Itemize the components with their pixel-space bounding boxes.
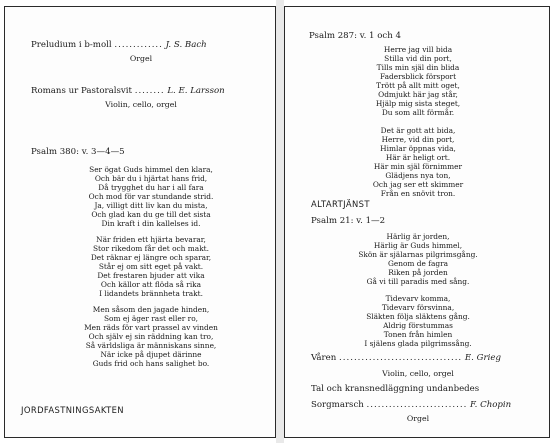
verse-line: Riken på jorden [388,268,448,277]
verse-line: Genom de fagra [387,259,449,268]
verse-line: Och källor att flöda så rika [100,280,202,289]
instruments-label: Violin, cello, orgel [105,100,177,109]
verse-line: Du som allt förmår. [381,108,455,117]
right-program-page [284,6,550,438]
psalm-verse [35,235,267,298]
verse-line: Ser ögat Guds himmel den klara, [89,165,213,174]
verse-line: Tidevarv försvinna, [381,303,455,312]
verse-line: Aldrig förstummas [383,321,453,330]
instruments-label: Violin, cello, orgel [382,369,454,378]
program-entry-preludium [31,40,207,50]
verse-line: Står ej om sitt eget på vakt. [98,262,204,271]
piece-title: Romans ur Pastoralsvit [31,86,132,96]
verse-line: Stor rikedom får det och makt. [92,244,209,253]
verse-line: Och jag ser ett skimmer [372,180,464,189]
verse-line: Tidevarv komma, [385,294,451,303]
composer-name: E. Grieg [464,353,501,363]
verse-line: Det är gott att bida, [380,126,456,135]
verse-line: Guds frid och hans salighet bo. [92,359,210,368]
verse-line: Här är heligt ort. [385,153,451,162]
verse-line: Fadersblick försport [379,72,457,81]
verse-line: När icke på djupet därinne [100,350,202,359]
composer-name: J. S. Bach [165,40,207,50]
verse-line: Och mod för var stundande strid. [88,192,214,201]
verse-line: Och bär du i hjärtat hans frid, [94,174,208,183]
psalm-title: Psalm 287: v. 1 och 4 [309,31,401,41]
verse-line: Glädjens nya ton, [385,171,451,180]
verse-line: Så världsliga är människans sinne, [85,341,217,350]
leader-dots: ........................... [366,400,468,410]
section-heading: ALTARTJÄNST [311,199,370,209]
piece-title: Sorgmarsch [311,400,364,410]
psalm-title: Psalm 380: v. 3—4—5 [31,147,125,157]
verse-line: Och själv ej sin räddning kan tro, [88,332,214,341]
verse-line: Skön är själarnas pilgrimsgång. [358,250,478,259]
verse-line: När friden ett hjärta bevarar, [96,235,206,244]
composer-name: L. E. Larsson [167,86,225,96]
piece-title: Preludium i b-moll [31,40,112,50]
verse-line: Härlig är Guds himmel, [373,241,463,250]
psalm-verse [305,45,531,117]
verse-line: Odmjukt här jag står, [378,90,458,99]
verse-line: Då trygghet du har i all fara [98,183,204,192]
composer-name: F. Chopin [470,400,512,410]
instruments-label: Orgel [129,54,153,63]
verse-line: Men såsom den jagade hinden, [92,305,210,314]
verse-line: Härlig är jorden, [386,232,450,241]
psalm-title: Psalm 21: v. 1—2 [311,216,386,226]
psalm-verse [35,305,267,368]
verse-line: Här min själ förnimmer [373,162,463,171]
verse-line: Trött på allt mitt oget, [376,81,460,90]
program-entry-sorgmarsch [311,400,511,410]
verse-line: Din kraft i din kallelses id. [101,219,201,228]
verse-line: Himlar öppnas vida, [380,144,456,153]
verse-line: Det räknar ej längre och sparar, [90,253,212,262]
verse-line: Det frestaren bjuder att vika [97,271,205,280]
instruments-label: Orgel [406,414,430,423]
verse-line: Gå vi till paradis med sång. [366,277,470,286]
verse-line: Men räds för vart prassel av vinden [84,323,218,332]
leader-dots: ................................. [339,353,463,363]
section-heading: JORDFASTNINGSAKTEN [21,405,124,415]
left-program-page [4,6,276,438]
verse-line: Och glad kan du ge till det sista [91,210,211,219]
verse-line: Ja, villigt ditt liv kan du mista, [94,201,208,210]
psalm-verse [305,232,531,286]
verse-line: Från en snövit tron. [380,189,456,198]
verse-line: Stilla vid din port, [384,54,452,63]
verse-line: I själens glada pilgrimssång. [364,339,472,348]
verse-line: Som ej äger rast eller ro, [103,314,199,323]
verse-line: Tills min själ din blida [376,63,460,72]
piece-title: Våren [311,353,337,363]
psalm-verse [35,165,267,228]
program-entry-romans [31,86,225,96]
page-gutter [276,0,284,443]
leader-dots: ............. [114,40,163,50]
verse-line: Hjälp mig sista steget, [375,99,461,108]
program-entry-varen [311,353,501,363]
psalm-verse [305,294,531,348]
psalm-verse [305,126,531,198]
verse-line: Släkten följa släktens gång. [366,312,470,321]
notice-line: Tal och kransnedläggning undanbedes [311,384,480,394]
verse-line: Herre jag vill bida [383,45,453,54]
verse-line: I lidandets brännheta trakt. [99,289,203,298]
verse-line: Herre, vid din port, [381,135,455,144]
verse-line: Tonen från himlen [383,330,453,339]
leader-dots: ........ [134,86,165,96]
